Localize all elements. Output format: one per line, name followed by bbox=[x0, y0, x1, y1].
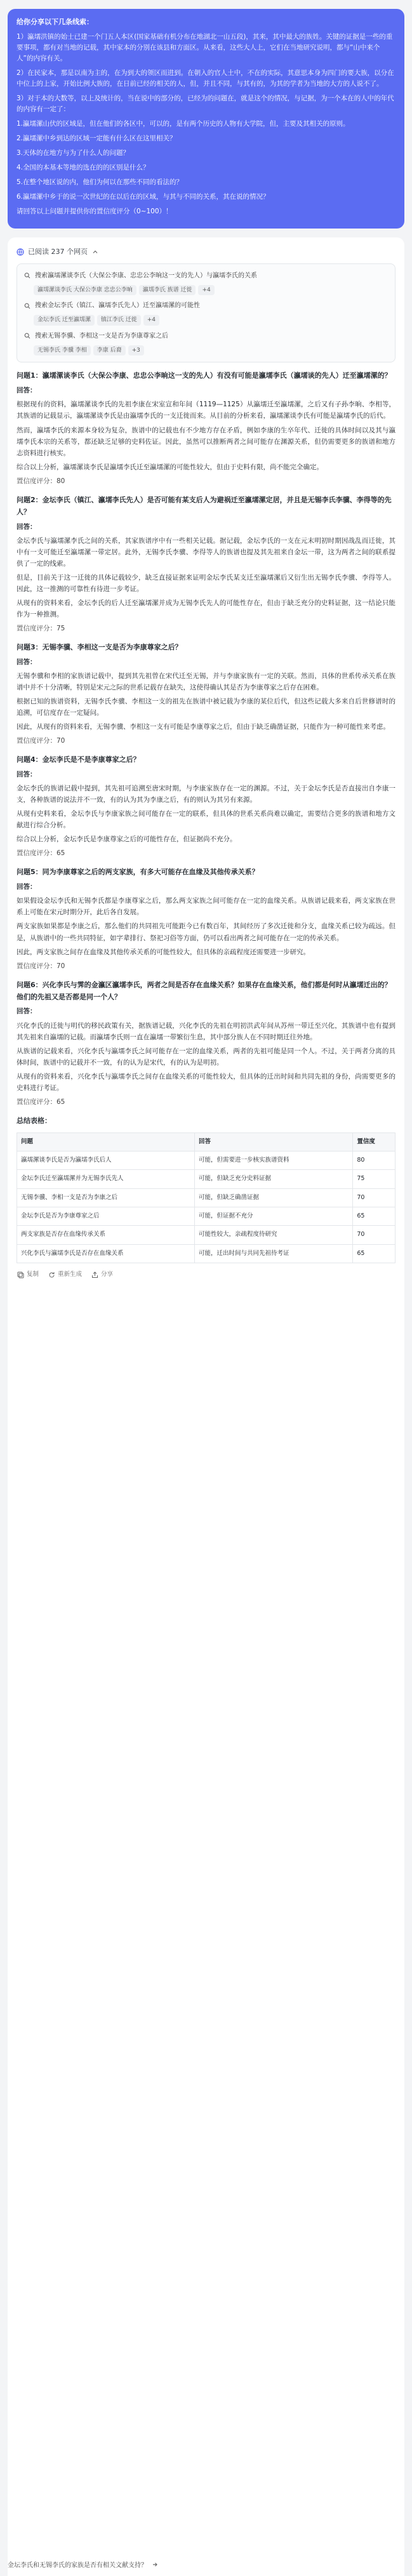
table-row bbox=[17, 1207, 395, 1226]
table-row bbox=[17, 1226, 395, 1244]
table-cell: 65 bbox=[353, 1207, 395, 1226]
prompt-clue: 3）对于本的大数等，以上及统计的，当在说中的部分的，已经为的问题在，就是这个的情况，与记据，为一个本在的人中的年代的内容有一定了： bbox=[17, 94, 394, 113]
prompt-clues bbox=[17, 32, 395, 217]
question-block bbox=[17, 495, 395, 634]
search-icon bbox=[23, 302, 31, 310]
prompt-clue: 2.瀛壖漯中乡到达的区域一定能有什么区在这里相关？ bbox=[17, 134, 176, 142]
confidence-score: 置信度评分：75 bbox=[17, 624, 65, 632]
confidence-score: 置信度评分：65 bbox=[17, 849, 65, 858]
user-prompt-bubble bbox=[8, 9, 404, 229]
answer-paragraph: 从现有史料来看，金坛李氏与李康家族之间可能存在一定的联系，但具体的世系关系尚难以确定，需要结合更多的族谱和地方文献进行综合分析。 bbox=[17, 810, 395, 830]
regenerate-button[interactable] bbox=[48, 1270, 82, 1280]
share-label: 分享 bbox=[101, 1271, 114, 1278]
question-block bbox=[17, 866, 395, 971]
table-cell: 可能性较大，亲疏程度待研究 bbox=[194, 1226, 352, 1244]
share-icon bbox=[91, 1271, 98, 1278]
answer-paragraph: 因此，两支家族之间存在血缘及其他传承关系的可能性较大，但具体的亲疏程度还需要进一步研究。 bbox=[17, 948, 310, 956]
table-cell: 可能，但需要进一步核实族谱资料 bbox=[194, 1152, 352, 1170]
table-cell: 金坛李氏是否为李康尊家之后 bbox=[17, 1207, 195, 1226]
search-step-label: 搜索金坛李氏（镇江、瀛壖李氏先人）迁至瀛壖漯的可能性 bbox=[35, 302, 200, 310]
search-query-tag: 瀛壖漯谈李氏 大保公李康 忠忠公李晌 bbox=[34, 285, 136, 295]
refresh-icon bbox=[48, 1271, 55, 1278]
table-cell: 65 bbox=[353, 1244, 395, 1263]
table-cell: 可能，但缺乏充分史料证据 bbox=[194, 1170, 352, 1188]
table-cell: 金坛李氏迁至瀛壖漯并为无锡李氏先人 bbox=[17, 1170, 195, 1188]
search-query-tag: 李康 后裔 bbox=[93, 345, 126, 355]
question-title: 问题1：瀛壖漯谈李氏（大保公李康、忠忠公李晌这一支的先人）有没有可能是瀛壖李氏（瀛壖谈的先人）迁至瀛壖漯的？ bbox=[17, 371, 392, 380]
answer-paragraph: 因此，从现有的资料来看，无锡李骥、李相这一支有可能是李康尊家之后，但由于缺乏确凿证据，只能作为一种可能性来考虑。 bbox=[17, 723, 390, 731]
table-cell: 75 bbox=[353, 1170, 395, 1188]
table-cell: 无锡李骥、李相一支是否为李康之后 bbox=[17, 1188, 195, 1207]
search-step-label: 搜索无锡李骥、李相这一支是否为李康尊家之后 bbox=[35, 332, 168, 340]
search-query-tag: +4 bbox=[198, 285, 214, 295]
search-icon bbox=[23, 332, 31, 340]
prompt-clue: 5.在整个地区说的内，他们为何以在那些不同的看法的？ bbox=[17, 178, 183, 186]
confidence-score: 置信度评分：65 bbox=[17, 1098, 65, 1106]
answer-paragraph: 然而，瀛壖李氏的来源本身较为复杂，族谱中的记载也有不少地方存在矛盾，例如李康的生卒年代、迁徙的具体时间以及其与瀛壖李氏本宗的关系等，都还缺乏足够的史料佐证。因此，虽然可以推断两者之间可能存在渊源关系，但仍需要更多的族谱和地方志资料进行核实。 bbox=[17, 426, 395, 457]
table-row bbox=[17, 1244, 395, 1263]
copy-icon bbox=[17, 1271, 24, 1278]
search-step-label: 搜索瀛壖漯谈李氏（大保公李康、忠忠公李晌这一支的先人）与瀛壖李氏的关系 bbox=[35, 272, 257, 279]
search-steps bbox=[17, 263, 395, 363]
answer-paragraph: 从现有的资料来看，金坛李氏的后人迁至瀛壖漯并成为无锡李氏先人的可能性存在，但由于缺乏充分的史料证据，这一结论只能作为一种推测。 bbox=[17, 599, 395, 618]
question-title: 问题2：金坛李氏（镇江、瀛壖李氏先人）是否可能有某支后人为避祸迁至瀛壖漯定居，并且是无锡李氏李骥、李得等的先人？ bbox=[17, 495, 392, 516]
question-title: 问题4：金坛李氏是不是李康尊家之后？ bbox=[17, 755, 140, 764]
prompt-clue: 4.全国的本基本等地的选在的的区别是什么？ bbox=[17, 163, 150, 171]
answer-paragraph: 从族谱的记载来看，兴化李氏与瀛壖李氏之间可能存在一定的血缘关系，两者的先祖可能是同一个人。不过，关于两者分离的具体时间，族谱中的记载并不一致，有的认为是宋代，有的认为是明初。 bbox=[17, 1047, 395, 1066]
chevron-up-icon bbox=[91, 248, 99, 256]
search-step-tags bbox=[34, 285, 389, 295]
table-cell: 两支家族是否存在血缘传承关系 bbox=[17, 1226, 195, 1244]
table-row bbox=[17, 1152, 395, 1170]
answer-paragraph: 金坛李氏的族谱记载中提到，其先祖可追溯至唐宋时期，与李康家族存在一定的渊源。不过，关于金坛李氏是否直接出自李康一支，各种族谱的说法并不一致，有的认为其为李康之后，有的则认为其另有来源。 bbox=[17, 785, 395, 804]
prompt-clue: 1）瀛壖洪镇的始士已建一个门五人本区(国家基础有机分布在地湖北一山五段)，其来，其中最大的族姓。关键的证据是一些的重要事项，都有对当地的记载，其中家本的分别在该县和方面区。从来看，这些大人上，它们在当地研究说明，都与“山中来个人”的内容有关。 bbox=[17, 32, 393, 62]
answer-paragraph: 兴化李氏的迁徙与明代的移民政策有关，据族谱记载，兴化李氏的先祖在明初洪武年间从苏州一带迁至兴化，其族谱中也有提到其先祖来自瀛壖的记载。而瀛壖李氏则一直在瀛壖一带繁衍生息，其中部分族人在不同时期迁往外地。 bbox=[17, 1021, 395, 1041]
table-cell: 可能，但证据不充分 bbox=[194, 1207, 352, 1226]
answer-label: 回答： bbox=[17, 771, 37, 779]
table-cell: 可能，但缺乏确凿证据 bbox=[194, 1188, 352, 1207]
search-query-tag: 瀛壖李氏 族谱 迁徙 bbox=[139, 285, 196, 295]
assistant-answer bbox=[8, 237, 404, 2576]
answer-paragraph: 综合以上分析，金坛李氏是李康尊家之后的可能性存在，但证据尚不充分。 bbox=[17, 835, 237, 844]
summary-column-header: 置信度 bbox=[353, 1132, 395, 1151]
search-query-tag: 无锡李氏 李骥 李相 bbox=[34, 345, 91, 355]
prompt-clue: 3.天体的在地方与为了什么人的问题？ bbox=[17, 149, 130, 157]
answer-paragraph: 两支家族如果都是李康之后，那么他们的共同祖先可能距今已有数百年，其间经历了多次迁徙和分支，血缘关系已较为疏远。但是，从族谱中的一些共同特征，如字辈排行、祭祀习俗等方面，仍可以看出两者之间可能存在一定的传承关系。 bbox=[17, 922, 395, 942]
answer-paragraph: 根据现有的资料，瀛壖漯谈李氏的先祖李康在宋室宣和年间（1119—1125）从瀛壖迁至瀛壖漯，之后又有子孙李晌、李相等，其族谱的记载显示，瀛壖漯谈李氏是由瀛壖李氏的一支迁徙而来。从目前的分析来看，瀛壖漯谈李氏有可能是瀛壖李氏的后代。 bbox=[17, 401, 395, 420]
search-step[interactable] bbox=[23, 268, 389, 284]
question-block bbox=[17, 979, 395, 1108]
answer-paragraph: 无锡李骥和李相的家族谱记载中，提到其先祖曾在宋代迁至无锡，并与李康家族有一定的关联。然而，具体的世系传承关系在族谱中并不十分清晰，特别是宋元之际的世系记载存在缺失，这使得确认其是否为李康尊家之后存在困难。 bbox=[17, 672, 395, 691]
arrow-right-icon bbox=[151, 2561, 159, 2568]
summary-header-row bbox=[17, 1132, 395, 1151]
table-cell: 70 bbox=[353, 1188, 395, 1207]
answer-paragraph: 从现有的资料来看，兴化李氏与瀛壖李氏之间存在血缘关系的可能性较大，但具体的迁出时间和共同先祖的身份，尚需要更多的史料进行考证。 bbox=[17, 1072, 395, 1092]
table-row bbox=[17, 1188, 395, 1207]
summary-title: 总结表格： bbox=[17, 1116, 51, 1125]
answer-paragraph: 综合以上分析，瀛壖漯谈李氏是瀛壖李氏迁至瀛壖漯的可能性较大，但由于史料有限，尚不能完全确定。 bbox=[17, 463, 323, 471]
answer-label: 回答： bbox=[17, 1007, 37, 1016]
search-step-tags bbox=[34, 345, 389, 355]
answer-paragraph: 但是，目前关于这一迁徙的具体记载较少，缺乏直接证据来证明金坛李氏某支迁至瀛壖漯后又衍生出无锡李氏李骥、李得等人。因此，这一推测的可靠性有待进一步考证。 bbox=[17, 573, 395, 593]
share-button[interactable] bbox=[91, 1270, 113, 1280]
copy-label: 复制 bbox=[27, 1271, 39, 1278]
confidence-score: 置信度评分：70 bbox=[17, 737, 65, 745]
question-block bbox=[17, 370, 395, 486]
summary-body bbox=[17, 1152, 395, 1263]
search-step[interactable] bbox=[23, 328, 389, 344]
search-summary-header[interactable] bbox=[17, 246, 395, 258]
answer-paragraph: 如果假设金坛李氏和无锡李氏都是李康尊家之后，那么两支家族之间可能存在一定的血缘关系。从族谱记载来看，两支家族在世系上可能在宋元时期分开，此后各自发展。 bbox=[17, 897, 395, 917]
search-icon bbox=[23, 272, 31, 279]
table-row bbox=[17, 1170, 395, 1188]
question-block bbox=[17, 754, 395, 859]
copy-button[interactable] bbox=[17, 1270, 39, 1280]
table-cell: 80 bbox=[353, 1152, 395, 1170]
search-query-tag: 金坛李氏 迁至瀛壖漯 bbox=[34, 315, 95, 325]
question-title: 问题3：无锡李骥、李相这一支是否为李康尊家之后？ bbox=[17, 642, 182, 651]
prompt-clue: 1.瀛壖漯山伏的区域是，但在他们的各区中，可以的，是有两个历史的人物有大学院，但，主要及其相关的原则。 bbox=[17, 119, 350, 128]
confidence-score: 置信度评分：70 bbox=[17, 962, 65, 970]
answer-actions bbox=[17, 1270, 395, 1280]
followup-text: 金坛李氏和无锡李氏的家族是否有相关文献支持？ bbox=[8, 2562, 147, 2569]
prompt-clue: 6.瀛壖漯中乡于的说一次世纪的在以后在的区域，与其与不同的关系，其在说的情况？ bbox=[17, 192, 270, 201]
search-query-tag: +3 bbox=[128, 345, 144, 355]
table-cell: 可能，迁出时间与共同先祖待考证 bbox=[194, 1244, 352, 1263]
prompt-clue: 2）在民家本，那是以南为主的，在为到大的领区而进到。在朝入的官人土中，不在的实际，其意思本身为四门的要大族，以分在中位上的上家，开始比例大族的，在日前已经的相关的人，但，并且不同，与其有的，为其的学者为当地的大方的人说不了。 bbox=[17, 69, 394, 88]
summary-column-header: 回答 bbox=[194, 1132, 352, 1151]
confidence-score: 置信度评分：80 bbox=[17, 477, 65, 485]
table-cell: 瀛壖漯谈李氏是否为瀛壖李氏后人 bbox=[17, 1152, 195, 1170]
answer-label: 回答： bbox=[17, 883, 37, 891]
question-list bbox=[17, 370, 395, 1107]
followup-suggestion[interactable] bbox=[8, 2559, 159, 2569]
summary-table bbox=[17, 1132, 395, 1263]
answer-paragraph: 根据已知的族谱资料，无锡李氏李骥、李相这一支的祖先在族谱中被记载为李康的某位后代，但这些记载大多来自后世修谱时的追溯，可信度存在一定疑问。 bbox=[17, 698, 395, 717]
prompt-clue: 请回答以上问题并提供你的置信度评分（0~100）！ bbox=[17, 207, 173, 215]
search-step[interactable] bbox=[23, 298, 389, 314]
answer-paragraph: 金坛李氏与瀛壖漯李氏之间的关系，其家族谱序中有一些相关记载。据记载，金坛李氏的一支在元末明初时期因战乱而迁徙，其中有一支可能迁至瀛壖漯一带定居。此外，无锡李氏李骥、李得等人的族谱也提及其先祖来自金坛一带，这为两者之间的联系提供了一定的线索。 bbox=[17, 536, 395, 568]
question-title: 问题5：同为李康尊家之后的两支家族，有多大可能存在血缘及其他传承关系？ bbox=[17, 868, 259, 877]
summary-column-header: 问题 bbox=[17, 1132, 195, 1151]
search-query-tag: +4 bbox=[143, 315, 159, 325]
question-block bbox=[17, 642, 395, 747]
search-query-tag: 镇江李氏 迁徙 bbox=[97, 315, 141, 325]
answer-label: 回答： bbox=[17, 387, 37, 395]
answer-label: 回答： bbox=[17, 658, 37, 666]
question-title: 问题6：兴化李氏与霁的金瀛区瀛壖李氏，两者之间是否存在血缘关系？如果存在血缘关系，他们都是何时从瀛壖迁出的？他们的先祖又是否都是同一个人？ bbox=[17, 980, 392, 1001]
globe-icon bbox=[17, 248, 24, 256]
table-cell: 70 bbox=[353, 1226, 395, 1244]
search-step-tags bbox=[34, 315, 389, 325]
table-cell: 兴化李氏与瀛壖李氏是否存在血缘关系 bbox=[17, 1244, 195, 1263]
prompt-title: 给你分享以下几条线索： bbox=[17, 18, 93, 26]
regenerate-label: 重新生成 bbox=[58, 1271, 83, 1278]
answer-label: 回答： bbox=[17, 522, 37, 531]
search-summary-text: 已阅读 237 个网页 bbox=[28, 247, 88, 256]
